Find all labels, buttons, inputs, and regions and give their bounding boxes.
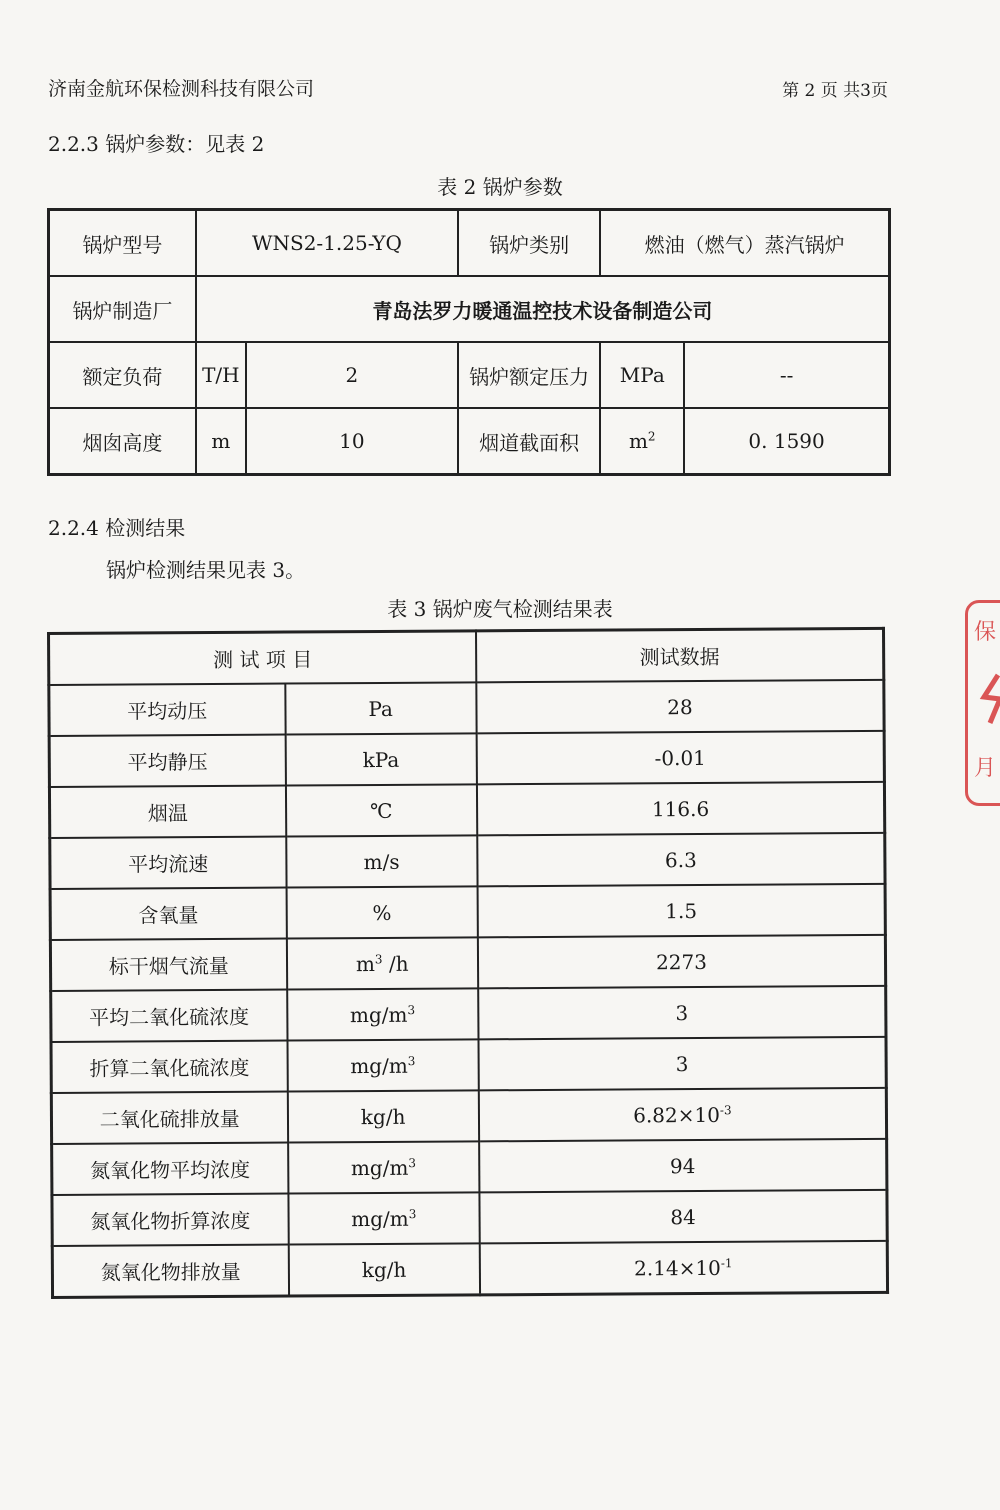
unit-base: mg/m <box>350 1053 408 1078</box>
test-value <box>479 1190 887 1243</box>
company-name: 济南金航环保检测科技有限公司 <box>48 78 315 100</box>
table-row <box>49 276 890 342</box>
unit <box>287 1090 479 1142</box>
value-base: 1.5 <box>665 898 698 923</box>
value-base: 28 <box>667 694 693 719</box>
exhaust-results-table <box>47 627 889 1299</box>
value-sup: -3 <box>719 1102 732 1117</box>
unit-sup: 3 <box>374 951 383 966</box>
section-2-2-4-heading: 2.2.4 检测结果 <box>48 516 186 540</box>
page-number: 第 2 页 共3页 <box>782 81 888 101</box>
table-row <box>50 935 885 991</box>
value-base: 6.3 <box>664 847 697 872</box>
unit-sup: 3 <box>407 1002 416 1017</box>
table-row <box>49 342 890 408</box>
unit-base: mg/m <box>350 1155 409 1180</box>
table-row <box>51 986 886 1042</box>
stamp-text-bottom: 月 <box>974 756 997 781</box>
table3-caption: 表 3 锅炉废气检测结果表 <box>387 597 613 621</box>
table-row <box>49 782 884 838</box>
test-value <box>477 884 885 937</box>
unit-sup: 3 <box>407 1053 416 1068</box>
test-item: 折算二氧化硫浓度 <box>51 1041 287 1093</box>
flue-area-unit-sup: 2 <box>647 429 656 444</box>
test-item: 平均二氧化硫浓度 <box>51 990 287 1042</box>
value-base: 94 <box>669 1153 696 1178</box>
results-body <box>49 680 888 1298</box>
value-base: 84 <box>670 1204 696 1229</box>
unit <box>285 733 477 785</box>
boiler-parameters-table <box>47 208 891 476</box>
unit-base: mg/m <box>349 1002 408 1027</box>
unit-base: m <box>355 951 375 976</box>
table-row <box>50 833 885 889</box>
value-base: 3 <box>675 1051 689 1076</box>
manufacturer-value: 青岛法罗力暖通温控技术设备制造公司 <box>196 276 890 342</box>
header-test-item: 测 试 项 目 <box>49 631 477 685</box>
test-item: 含氧量 <box>50 888 286 940</box>
flue-area-label: 烟道截面积 <box>458 408 600 475</box>
flue-area-unit <box>600 408 684 475</box>
unit <box>287 988 479 1040</box>
unit-base: % <box>372 900 392 925</box>
value-base: 2.14×10 <box>634 1255 721 1280</box>
test-item: 平均流速 <box>50 837 286 889</box>
unit <box>287 1039 479 1091</box>
flue-area-value: 0. 1590 <box>684 408 889 475</box>
unit-base: m/s <box>363 849 400 874</box>
section-2-2-3-heading: 2.2.3 锅炉参数：见表 2 <box>48 132 265 156</box>
table-row <box>52 1241 887 1298</box>
flue-area-unit-base: m <box>628 429 648 453</box>
test-value <box>478 1037 886 1090</box>
boiler-model-label: 锅炉型号 <box>49 210 196 277</box>
boiler-type-value: 燃油（燃气）蒸汽锅炉 <box>600 210 889 277</box>
manufacturer-label: 锅炉制造厂 <box>49 276 196 342</box>
table2-caption: 表 2 锅炉参数 <box>437 175 563 199</box>
table-row <box>52 1139 887 1195</box>
table-row <box>49 731 884 787</box>
table-row <box>52 1190 887 1246</box>
unit <box>286 886 478 938</box>
chimney-height-value: 10 <box>246 408 458 475</box>
value-sup: -1 <box>720 1255 733 1270</box>
header-test-data: 测试数据 <box>476 628 884 682</box>
unit-base: kg/h <box>360 1104 406 1129</box>
unit <box>286 937 478 989</box>
table-row <box>49 408 890 475</box>
test-item: 标干烟气流量 <box>50 939 286 991</box>
table-row <box>49 210 890 277</box>
unit-sup: 3 <box>408 1206 417 1221</box>
test-value <box>477 731 885 784</box>
value-base: 6.82×10 <box>633 1102 721 1127</box>
unit <box>285 784 477 836</box>
test-value <box>477 833 885 886</box>
unit <box>288 1243 480 1296</box>
unit-base: ℃ <box>370 798 393 823</box>
test-item: 烟温 <box>49 786 285 838</box>
table-header-row <box>49 628 884 685</box>
test-value <box>478 986 886 1039</box>
red-seal-stamp <box>965 600 1000 806</box>
rated-pressure-label: 锅炉额定压力 <box>458 342 600 408</box>
unit <box>288 1141 480 1193</box>
test-item: 平均静压 <box>49 735 285 787</box>
table-row <box>51 1088 886 1144</box>
test-item: 氮氧化物平均浓度 <box>52 1143 288 1195</box>
unit-base: kPa <box>362 747 400 772</box>
test-item: 氮氧化物折算浓度 <box>52 1194 288 1246</box>
test-value <box>477 782 885 835</box>
test-item: 二氧化硫排放量 <box>51 1092 287 1144</box>
value-base: 3 <box>675 1000 689 1025</box>
unit <box>286 835 478 887</box>
test-item: 氮氧化物排放量 <box>52 1245 288 1298</box>
rated-load-unit: T/H <box>196 342 246 408</box>
test-value <box>479 1088 887 1141</box>
results-intro: 锅炉检测结果见表 3。 <box>106 558 306 582</box>
unit-base: Pa <box>368 696 393 721</box>
stamp-mark <box>978 673 1000 725</box>
test-value <box>479 1139 887 1192</box>
stamp-text-top: 保 <box>974 620 997 645</box>
rated-pressure-unit: MPa <box>600 342 684 408</box>
chimney-height-label: 烟囱高度 <box>49 408 196 475</box>
rated-pressure-value: -- <box>684 342 889 408</box>
unit <box>288 1192 480 1244</box>
boiler-type-label: 锅炉类别 <box>458 210 600 277</box>
unit-sup: 3 <box>408 1155 417 1170</box>
value-base: -0.01 <box>654 745 706 770</box>
rated-load-value: 2 <box>246 342 458 408</box>
test-value <box>476 680 884 733</box>
table-row <box>51 1037 886 1093</box>
test-item: 平均动压 <box>49 684 285 736</box>
rated-load-label: 额定负荷 <box>49 342 196 408</box>
chimney-height-unit: m <box>196 408 246 475</box>
boiler-model-value: WNS2-1.25-YQ <box>196 210 458 277</box>
value-base: 2273 <box>655 949 708 974</box>
unit-base: kg/h <box>361 1257 407 1282</box>
unit <box>285 682 477 734</box>
test-value <box>478 935 886 988</box>
test-value <box>480 1241 888 1295</box>
value-base: 116.6 <box>651 796 710 821</box>
unit-tail: /h <box>382 951 409 976</box>
table-row <box>49 680 884 736</box>
table-row <box>50 884 885 940</box>
unit-base: mg/m <box>351 1206 409 1231</box>
